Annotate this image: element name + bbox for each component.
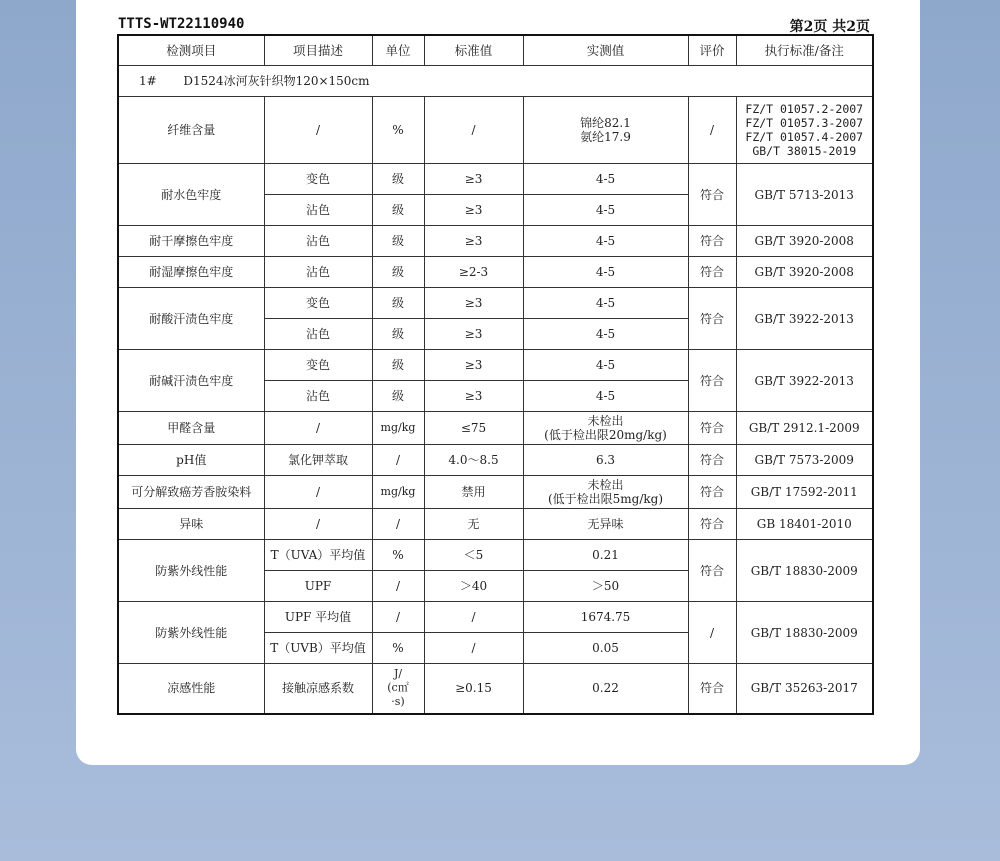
col-header-eval: 评价 [688,35,736,66]
test-measured: 0.22 [523,664,688,714]
test-desc: UPF 平均值 [264,602,372,633]
test-unit: 级 [372,257,424,288]
test-std: ≥2-3 [424,257,523,288]
test-measured: 4-5 [523,319,688,350]
test-standard: GB/T 2912.1-2009 [736,412,873,445]
test-eval: 符合 [688,257,736,288]
test-measured: 未检出 (低于检出限5mg/kg) [523,476,688,509]
test-unit: / [372,571,424,602]
test-std: ≥3 [424,164,523,195]
test-measured: 4-5 [523,350,688,381]
test-unit: / [372,445,424,476]
test-desc: T（UVB）平均值 [264,633,372,664]
table-row [118,257,873,288]
test-std: 无 [424,509,523,540]
test-item: 防紫外线性能 [118,540,264,602]
test-unit: / [372,602,424,633]
test-standard: GB/T 18830-2009 [736,540,873,602]
test-item: 纤维含量 [118,97,264,164]
test-std: / [424,602,523,633]
test-standard: GB/T 3922-2013 [736,288,873,350]
test-eval: 符合 [688,412,736,445]
table-row [118,350,873,381]
test-std: / [424,97,523,164]
test-standard: GB/T 3920-2008 [736,226,873,257]
test-item: pH值 [118,445,264,476]
test-std: ≥3 [424,226,523,257]
table-row [118,97,873,164]
test-desc: 变色 [264,164,372,195]
test-unit: % [372,540,424,571]
test-unit: % [372,633,424,664]
test-item: 耐干摩擦色牢度 [118,226,264,257]
test-measured: 4-5 [523,164,688,195]
test-unit: 级 [372,226,424,257]
test-item: 凉感性能 [118,664,264,714]
test-unit: 级 [372,164,424,195]
col-header-desc: 项目描述 [264,35,372,66]
test-eval: 符合 [688,476,736,509]
test-unit: / [372,509,424,540]
table-row [118,445,873,476]
test-unit: 级 [372,195,424,226]
test-item: 可分解致癌芳香胺染料 [118,476,264,509]
test-item: 耐湿摩擦色牢度 [118,257,264,288]
test-std: ≥3 [424,319,523,350]
test-std: ≥3 [424,381,523,412]
test-eval: 符合 [688,226,736,257]
test-eval: 符合 [688,509,736,540]
test-measured: 4-5 [523,226,688,257]
test-unit: mg/kg [372,476,424,509]
report-header [118,16,870,34]
table-row [118,664,873,714]
test-unit: 级 [372,350,424,381]
test-desc: T（UVA）平均值 [264,540,372,571]
col-header-standard: 执行标准/备注 [736,35,873,66]
page-indicator: 第2页 共2页 [789,19,870,35]
test-std: 4.0～8.5 [424,445,523,476]
col-header-item: 检测项目 [118,35,264,66]
test-unit: mg/kg [372,412,424,445]
test-measured: 4-5 [523,381,688,412]
test-standard: GB/T 18830-2009 [736,602,873,664]
test-std: ＜5 [424,540,523,571]
test-desc: 接触凉感系数 [264,664,372,714]
test-std: / [424,633,523,664]
test-desc: 变色 [264,350,372,381]
test-eval: 符合 [688,540,736,602]
test-desc: 氯化钾萃取 [264,445,372,476]
test-desc: / [264,476,372,509]
test-std: ＞40 [424,571,523,602]
sample-row [118,66,873,97]
test-desc: 沾色 [264,195,372,226]
test-unit: 级 [372,381,424,412]
table-row [118,602,873,633]
table-row [118,164,873,195]
test-desc: UPF [264,571,372,602]
table-row [118,540,873,571]
test-item: 耐酸汗渍色牢度 [118,288,264,350]
report-number: TTTS-WT22110940 [118,16,245,32]
sample-desc: D1524冰河灰针织物120×150cm [183,74,370,88]
test-eval: 符合 [688,164,736,226]
test-std: ≤75 [424,412,523,445]
test-eval: 符合 [688,664,736,714]
col-header-unit: 单位 [372,35,424,66]
test-measured: 0.21 [523,540,688,571]
test-unit: 级 [372,319,424,350]
test-desc: / [264,412,372,445]
table-row [118,509,873,540]
header-row [118,35,873,66]
test-desc: 沾色 [264,381,372,412]
test-measured: ＞50 [523,571,688,602]
test-unit: % [372,97,424,164]
test-measured: 未检出 (低于检出限20mg/kg) [523,412,688,445]
test-standard: GB/T 17592-2011 [736,476,873,509]
table-row [118,412,873,445]
test-standard: GB/T 3920-2008 [736,257,873,288]
test-standard: GB 18401-2010 [736,509,873,540]
test-measured: 4-5 [523,288,688,319]
table-row [118,476,873,509]
test-std: ≥0.15 [424,664,523,714]
test-item: 耐水色牢度 [118,164,264,226]
sample-info [118,66,873,97]
test-measured: 1674.75 [523,602,688,633]
test-std: ≥3 [424,350,523,381]
test-desc: / [264,509,372,540]
test-std: ≥3 [424,195,523,226]
test-eval: / [688,97,736,164]
test-item: 甲醛含量 [118,412,264,445]
test-measured: 6.3 [523,445,688,476]
test-desc: 沾色 [264,319,372,350]
test-unit: J/ (c㎡ ·s) [372,664,424,714]
sample-no: 1# [139,74,157,88]
test-measured: 4-5 [523,257,688,288]
test-desc: 沾色 [264,226,372,257]
test-eval: 符合 [688,445,736,476]
test-item: 防紫外线性能 [118,602,264,664]
test-desc: / [264,97,372,164]
test-standard: GB/T 35263-2017 [736,664,873,714]
test-standard: GB/T 3922-2013 [736,350,873,412]
table-row [118,226,873,257]
col-header-std: 标准值 [424,35,523,66]
test-standard: GB/T 5713-2013 [736,164,873,226]
table-row [118,288,873,319]
test-item: 异味 [118,509,264,540]
test-measured: 无异味 [523,509,688,540]
test-measured: 0.05 [523,633,688,664]
test-measured: 锦纶82.1 氨纶17.9 [523,97,688,164]
test-measured: 4-5 [523,195,688,226]
test-standard: GB/T 7573-2009 [736,445,873,476]
test-std: 禁用 [424,476,523,509]
test-item: 耐碱汗渍色牢度 [118,350,264,412]
col-header-measured: 实测值 [523,35,688,66]
test-unit: 级 [372,288,424,319]
test-eval: 符合 [688,288,736,350]
test-desc: 沾色 [264,257,372,288]
test-results-table [117,34,874,715]
test-desc: 变色 [264,288,372,319]
test-eval: 符合 [688,350,736,412]
test-std: ≥3 [424,288,523,319]
test-eval: / [688,602,736,664]
test-standard: FZ/T 01057.2-2007 FZ/T 01057.3-2007 FZ/T 01057.4-2007 GB/T 38015-2019 [736,97,873,164]
